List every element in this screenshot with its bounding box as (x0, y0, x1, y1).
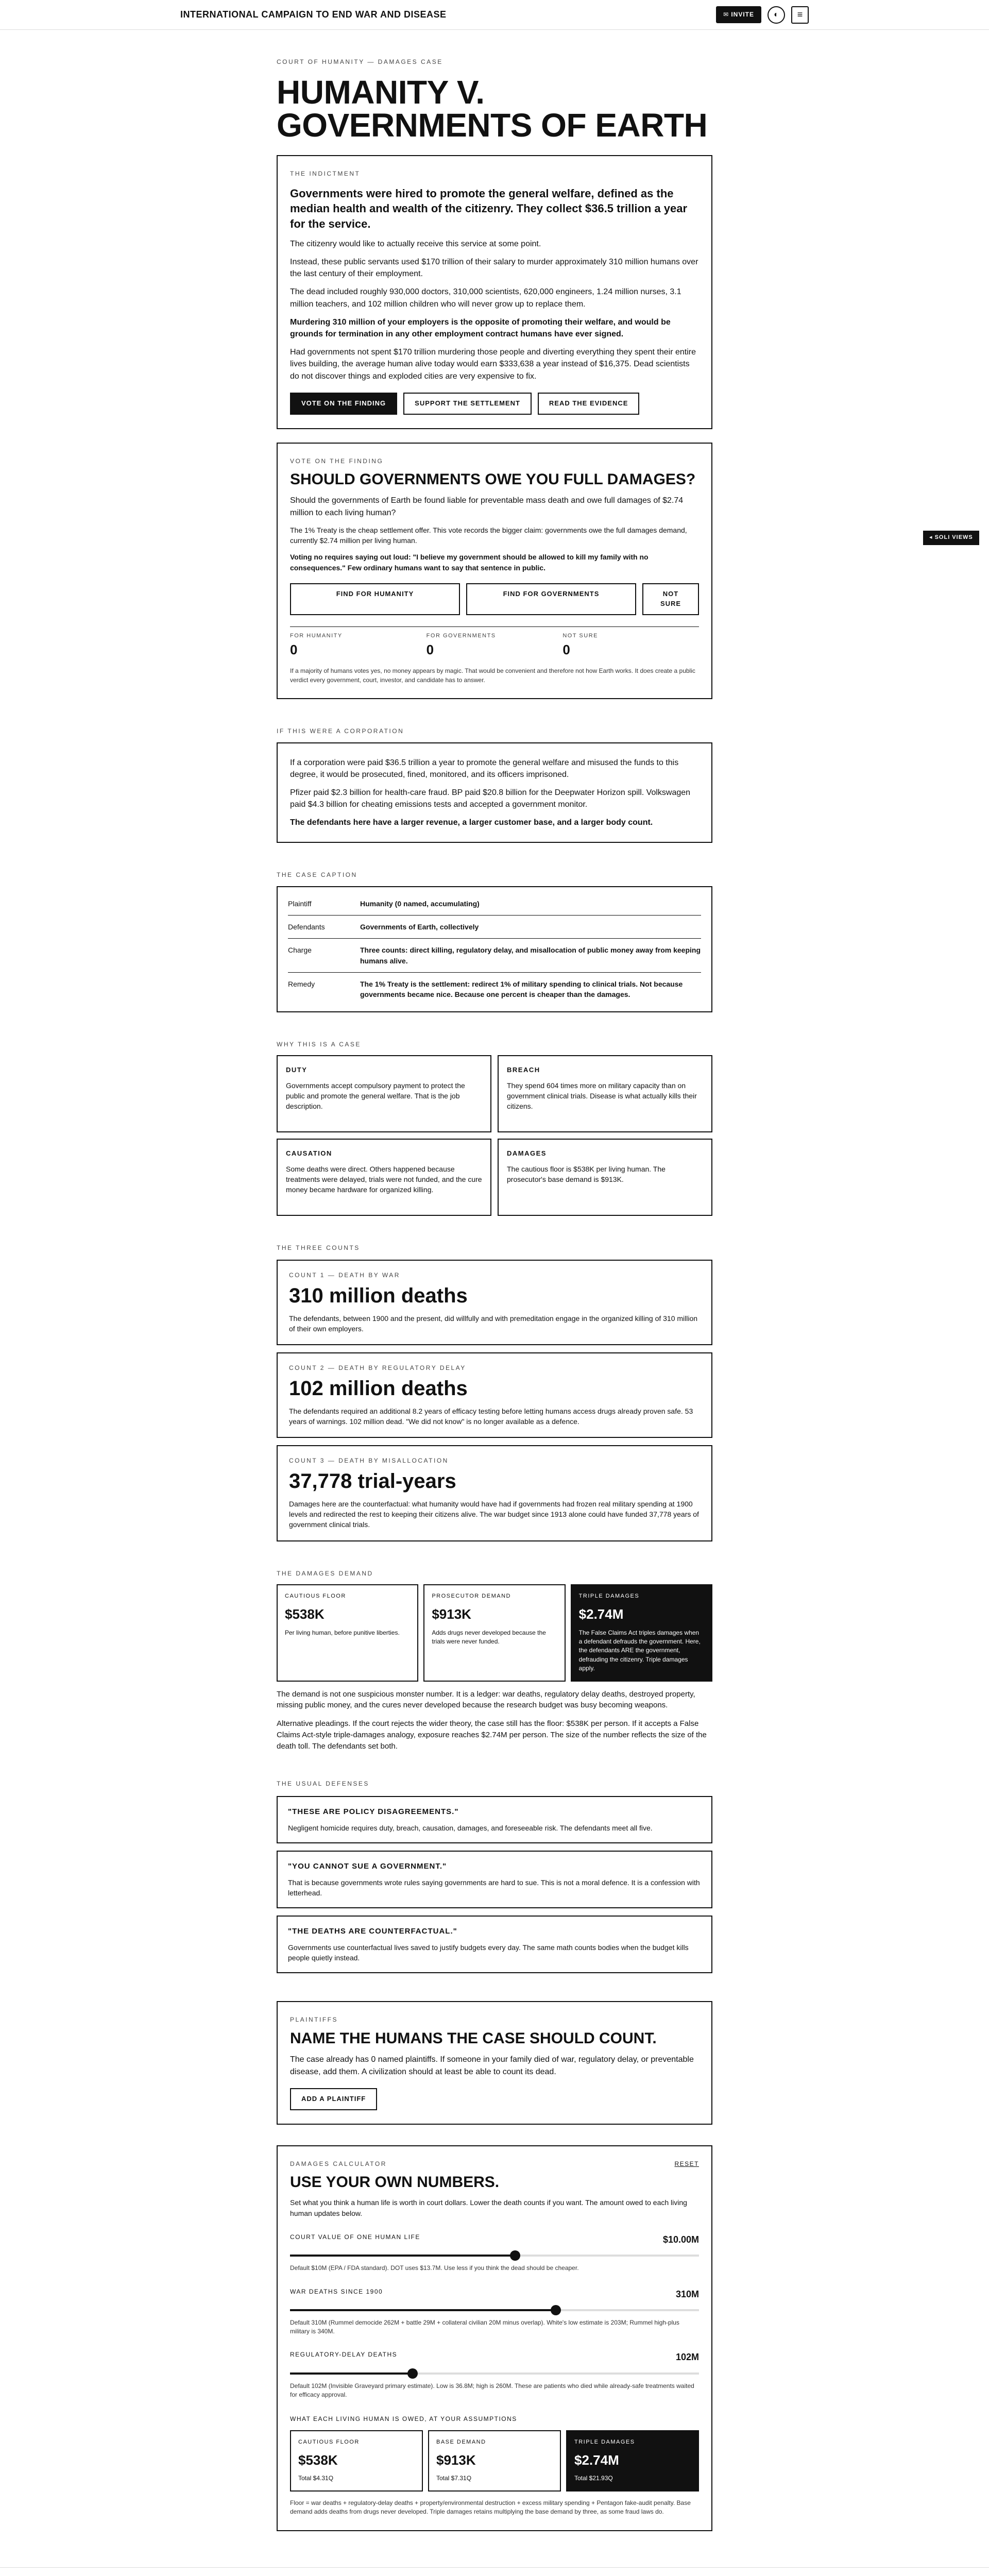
caption-key: Charge (288, 946, 312, 955)
slider-track[interactable] (290, 2309, 699, 2311)
support-settlement-button[interactable]: SUPPORT THE SETTLEMENT (403, 393, 532, 415)
defense-title: "THESE ARE POLICY DISAGREEMENTS." (288, 1807, 459, 1816)
caption-key: Plaintiff (288, 899, 312, 908)
top-actions (716, 6, 809, 24)
life-value-slider (290, 2233, 699, 2273)
tally-governments-label: FOR GOVERNMENTS (426, 632, 496, 639)
indictment-p1: The citizenry would like to actually receive this service at some point. (290, 239, 541, 248)
slider-label: COURT VALUE OF ONE HUMAN LIFE (290, 2233, 420, 2241)
corporation-section (277, 727, 712, 843)
indictment-lead: Governments were hired to promote the general welfare, defined as the median health and wealth of the citizenry. They collect $36.5 trillion a year for the service. (290, 187, 688, 231)
demand-amount: $2.74M (578, 1606, 624, 1622)
demand-card-floor (277, 1584, 418, 1682)
read-evidence-button[interactable]: READ THE EVIDENCE (538, 393, 640, 415)
caption-value: Governments of Earth, collectively (360, 923, 479, 931)
owed-amount: $2.74M (574, 2452, 619, 2468)
calculator-header (290, 2160, 699, 2168)
owed-card-triple (566, 2430, 699, 2492)
vote-on-finding-button[interactable]: VOTE ON THE FINDING (290, 393, 397, 415)
demand-section (277, 1569, 712, 1752)
caption-table (277, 886, 712, 1012)
caption-value: Three counts: direct killing, regulatory delay, and misallocation of public money away from keeping humans alive. (360, 946, 701, 965)
slider-thumb[interactable] (510, 2250, 520, 2261)
defense-card (277, 1916, 712, 1973)
demand-grid (277, 1584, 712, 1682)
calculator-note: Floor = war deaths + regulatory-delay deaths + property/environmental destruction + excess military spending + Pentagon fake-audit penalty. Base demand adds deaths from drugs never developed. Triple damages retains multiplying the base demand by three, as some fraud laws do. (290, 2499, 691, 2516)
demand-label: PROSECUTOR DEMAND (432, 1593, 511, 1600)
owed-card-floor (290, 2430, 423, 2492)
slider-note: Default 102M (Invisible Graveyard primary estimate). Low is 36.8M; high is 260M. These are patients who died while already-safe treatments waited for efficacy approval. (290, 2382, 694, 2398)
calculator-title: USE YOUR OWN NUMBERS. (290, 2173, 500, 2191)
vote-fineprint: If a majority of humans votes yes, no money appears by magic. That would be convenient and therefore not how Earth works. It does create a public verdict every government, court, investor, and candidate has to answer. (290, 667, 695, 684)
owed-grid (290, 2430, 699, 2492)
caption-row (288, 916, 701, 939)
indictment-p3: The dead included roughly 930,000 doctors, 310,000 scientists, 620,000 engineers, 1.24 million nurses, 3.1 million teachers, and 102 million children who will never grow up to replace them. (290, 287, 681, 309)
main-content (277, 30, 712, 2531)
slider-thumb[interactable] (551, 2305, 561, 2315)
calculator-box (277, 2145, 712, 2531)
demand-p2: Alternative pleadings. If the court rejects the wider theory, the case still has the floor: $538K per person. If it accepts a False Claims Act-style triple-damages analogy, exposure reaches $2.74M per person. The size of the number reflects the size of the death toll. The defendants set both. (277, 1719, 707, 1751)
invite-button[interactable]: ✉ INVITE (716, 6, 761, 23)
defenses-eyebrow: THE USUAL DEFENSES (277, 1780, 369, 1788)
slider-value: 310M (675, 2289, 699, 2299)
owed-total: Total $21.93Q (574, 2475, 613, 2482)
corporation-p1: If a corporation were paid $36.5 trillion a year to promote the general welfare and misused the funds to this degree, it would be prosecuted, fined, monitored, and its officers imprisoned. (290, 758, 679, 779)
side-views-label: SOLI VIEWS (934, 534, 973, 540)
why-card-text: The cautious floor is $538K per living human. The prosecutor's base demand is $913K. (507, 1164, 666, 1184)
find-for-humanity-button[interactable]: FIND FOR HUMANITY (290, 583, 460, 615)
count-total: 37,778 trial-years (289, 1469, 456, 1493)
brand-logo[interactable]: INTERNATIONAL CAMPAIGN TO END WAR AND DISEASE (180, 9, 447, 20)
demand-p1: The demand is not one suspicious monster number. It is a ledger: war deaths, regulatory delay deaths, destroyed property, missing public money, and the cures never developed because the research budget was busy becoming weapons. (277, 1689, 695, 1710)
owed-label: CAUTIOUS FLOOR (298, 2438, 360, 2445)
not-sure-button[interactable]: NOT SURE (642, 583, 699, 615)
demand-label: CAUTIOUS FLOOR (285, 1593, 346, 1600)
owed-title: WHAT EACH LIVING HUMAN IS OWED, AT YOUR ASSUMPTIONS (290, 2415, 517, 2423)
slider-fill (290, 2372, 413, 2375)
plaintiffs-eyebrow: PLAINTIFFS (290, 2016, 338, 2024)
slider-fill (290, 2255, 515, 2257)
indictment-eyebrow: THE INDICTMENT (290, 170, 361, 178)
count-text: Damages here are the counterfactual: what humanity would have had if governments had frozen real military spending at 1900 levels and redirected the rest to keeping their citizens alive. The war budget since 1913 alone could have funded 37,778 years of government clinical trials. (289, 1499, 699, 1529)
calculator-eyebrow: DAMAGES CALCULATOR (290, 2160, 387, 2167)
count-label: COUNT 1 — DEATH BY WAR (289, 1272, 400, 1279)
vote-p2: The 1% Treaty is the cheap settlement offer. This vote records the bigger claim: governments owe the full damages demand, currently $2.74 million per living human. (290, 526, 687, 545)
caption-row (288, 939, 701, 973)
owed-amount: $913K (436, 2452, 476, 2468)
side-views-tab[interactable]: ◂ SOLI VIEWS (923, 531, 979, 545)
caption-row (288, 892, 701, 916)
count-card-2 (277, 1352, 712, 1438)
slider-label: REGULATORY-DELAY DEATHS (290, 2351, 398, 2359)
indictment-box (277, 155, 712, 429)
why-card-title: DAMAGES (507, 1149, 547, 1157)
why-card-text: Some deaths were direct. Others happened because treatments were delayed, trials were not funded, and the cure money became hardware for organized killing. (286, 1164, 482, 1194)
menu-icon[interactable]: ≡ (791, 6, 809, 24)
caption-key: Defendants (288, 923, 325, 931)
tally-unsure-label: NOT SURE (562, 632, 598, 639)
plaintiffs-text: The case already has 0 named plaintiffs. If someone in your family died of war, regulatory delay, or preventable disease, add them. A civilization should at least be able to count its dead. (290, 2055, 694, 2076)
theme-toggle-icon[interactable]: ◐ (768, 6, 785, 24)
demand-amount: $538K (285, 1606, 325, 1622)
demand-amount: $913K (432, 1606, 471, 1622)
why-card-breach (498, 1055, 712, 1132)
owed-card-base (428, 2430, 561, 2492)
defense-text: Governments use counterfactual lives saved to justify budgets every day. The same math counts bodies when the budget kills people quietly instead. (288, 1943, 689, 1962)
tally-governments-count: 0 (426, 641, 434, 657)
defense-card (277, 1796, 712, 1843)
corporation-box (277, 742, 712, 843)
count-total: 102 million deaths (289, 1377, 468, 1400)
slider-track[interactable] (290, 2372, 699, 2375)
slider-note: Default $10M (EPA / FDA standard). DOT uses $13.7M. Use less if you think the dead should be cheaper. (290, 2264, 579, 2272)
vote-eyebrow: VOTE ON THE FINDING (290, 457, 384, 465)
owed-label: TRIPLE DAMAGES (574, 2438, 635, 2445)
vote-p1: Should the governments of Earth be found liable for preventable mass death and owe full damages of $2.74 million to each living human? (290, 496, 684, 517)
tally-governments (427, 632, 563, 660)
slider-label: WAR DEATHS SINCE 1900 (290, 2287, 383, 2295)
invite-label: INVITE (731, 10, 754, 18)
calculator-intro: Set what you think a human life is worth in court dollars. Lower the death counts if you want. The amount owed to each living human updates below. (290, 2198, 687, 2217)
count-label: COUNT 2 — DEATH BY REGULATORY DELAY (289, 1364, 466, 1372)
counts-eyebrow: THE THREE COUNTS (277, 1244, 360, 1251)
indictment-p5: Had governments not spent $170 trillion murdering those people and diverting everything they spent their entire lives building, the average human alive today would earn $333,638 a year instead of $16,375. Dead scientists do not discover things and exploded cities are very expensive to fix. (290, 348, 696, 381)
why-card-title: DUTY (286, 1066, 308, 1074)
owed-label: BASE DEMAND (436, 2438, 486, 2445)
count-label: COUNT 3 — DEATH BY MISALLOCATION (289, 1457, 449, 1465)
caption-key: Remedy (288, 980, 315, 989)
plaintiffs-actions (290, 2088, 699, 2110)
vote-title: SHOULD GOVERNMENTS OWE YOU FULL DAMAGES? (290, 470, 696, 488)
tally-humanity (290, 632, 427, 660)
defense-title: "THE DEATHS ARE COUNTERFACTUAL." (288, 1927, 457, 1936)
top-bar (0, 0, 989, 30)
count-text: The defendants, between 1900 and the present, did willfully and with premeditation engage in the organized killing of 310 million of their own employers. (289, 1314, 698, 1333)
why-card-text: Governments accept compulsory payment to protect the public and promote the general welfare. That is the job description. (286, 1081, 465, 1111)
indictment-p4: Murdering 310 million of your employers is the opposite of promoting their welfare, and would be grounds for termination in any other employment contract humans have ever signed. (290, 317, 671, 338)
hero-eyebrow: COURT OF HUMANITY — DAMAGES CASE (277, 58, 443, 65)
why-card-causation (277, 1139, 491, 1216)
indictment-p2: Instead, these public servants used $170 trillion of their salary to murder approximately 310 million humans over the last century of their employment. (290, 258, 698, 279)
hero (277, 30, 712, 142)
regulatory-deaths-slider (290, 2350, 699, 2399)
defense-text: Negligent homicide requires duty, breach, causation, damages, and foreseeable risk. The defendants meet all five. (288, 1823, 653, 1832)
slider-value: 102M (675, 2352, 699, 2363)
site-footer (0, 2567, 989, 2576)
slider-thumb[interactable] (407, 2368, 418, 2379)
page-title: HUMANITY V. GOVERNMENTS OF EARTH (277, 74, 708, 144)
slider-note: Default 310M (Rummel democide 262M + battle 29M + collateral civilian 20M minus overlap). White's low estimate is 203M; Rummel high-plus military is 340M. (290, 2318, 679, 2335)
why-card-title: CAUSATION (286, 1149, 332, 1157)
reset-button[interactable]: RESET (674, 2160, 699, 2167)
plaintiffs-box (277, 2001, 712, 2124)
why-eyebrow: WHY THIS IS A CASE (277, 1040, 361, 1048)
slider-track[interactable] (290, 2255, 699, 2257)
demand-text: The False Claims Act triples damages when a defendant defrauds the government. Here, the defendants ARE the government, defrauding the citizenry. Triple damages apply. (578, 1629, 701, 1672)
count-card-3 (277, 1445, 712, 1541)
caption-row (288, 973, 701, 1006)
defense-text: That is because governments wrote rules saying governments are hard to sue. This is not a moral defence. It is a confession with letterhead. (288, 1878, 700, 1897)
vote-buttons (290, 583, 699, 615)
caption-value: Humanity (0 named, accumulating) (360, 899, 480, 908)
demand-text: Per living human, before punitive liberties. (285, 1629, 400, 1636)
demand-text: Adds drugs never developed because the trials were never funded. (432, 1629, 546, 1646)
count-text: The defendants required an additional 8.2 years of efficacy testing before letting humans access drugs already proven safe. 53 years of warnings. 102 million dead. "We did not know" is no longer available as a defence. (289, 1406, 693, 1426)
slider-value: $10.00M (662, 2234, 699, 2245)
defense-card (277, 1851, 712, 1908)
vote-p3: Voting no requires saying out loud: "I believe my government should be allowed to kill my family with no consequences." Few ordinary humans want to say that sentence in public. (290, 553, 649, 572)
demand-eyebrow: THE DAMAGES DEMAND (277, 1569, 373, 1577)
demand-card-triple (571, 1584, 712, 1682)
indictment-actions (290, 393, 699, 415)
vote-tally (290, 626, 699, 660)
defense-title: "YOU CANNOT SUE A GOVERNMENT." (288, 1861, 447, 1871)
why-card-text: They spend 604 times more on military capacity than on government clinical trials. Disease is what actually kills their citizens. (507, 1081, 697, 1111)
why-card-damages (498, 1139, 712, 1216)
owed-amount: $538K (298, 2452, 338, 2468)
count-total: 310 million deaths (289, 1284, 468, 1307)
tally-humanity-label: FOR HUMANITY (290, 632, 343, 639)
tally-unsure-count: 0 (562, 641, 570, 657)
add-plaintiff-button[interactable]: ADD A PLAINTIFF (290, 2088, 377, 2110)
caption-eyebrow: THE CASE CAPTION (277, 871, 357, 879)
owed-total: Total $4.31Q (298, 2475, 334, 2482)
demand-label: TRIPLE DAMAGES (578, 1593, 640, 1600)
owed-total: Total $7.31Q (436, 2475, 472, 2482)
tally-humanity-count: 0 (290, 641, 298, 657)
slider-fill (290, 2309, 556, 2311)
caption-section (277, 871, 712, 1012)
plaintiffs-title: NAME THE HUMANS THE CASE SHOULD COUNT. (290, 2029, 657, 2047)
war-deaths-slider (290, 2287, 699, 2336)
find-for-governments-button[interactable]: FIND FOR GOVERNMENTS (466, 583, 636, 615)
why-grid (277, 1055, 712, 1216)
count-card-1 (277, 1260, 712, 1345)
corporation-eyebrow: IF THIS WERE A CORPORATION (277, 727, 404, 735)
corporation-p3: The defendants here have a larger revenue, a larger customer base, and a larger body count. (290, 818, 653, 827)
corporation-p2: Pfizer paid $2.3 billion for health-care fraud. BP paid $20.8 billion for the Deepwater Horizon spill. Volkswagen paid $4.3 billion for cheating emissions tests and accepted a government monitor. (290, 788, 691, 809)
caption-value: The 1% Treaty is the settlement: redirect 1% of military spending to clinical trials. Not because governments became nice. Because one percent is cheaper than the damages. (360, 980, 683, 999)
defenses-section (277, 1780, 712, 1973)
vote-box (277, 443, 712, 700)
why-section (277, 1040, 712, 1216)
why-card-duty (277, 1055, 491, 1132)
tally-unsure (562, 632, 699, 660)
why-card-title: BREACH (507, 1066, 540, 1074)
counts-section (277, 1244, 712, 1541)
demand-card-prosecutor (423, 1584, 565, 1682)
